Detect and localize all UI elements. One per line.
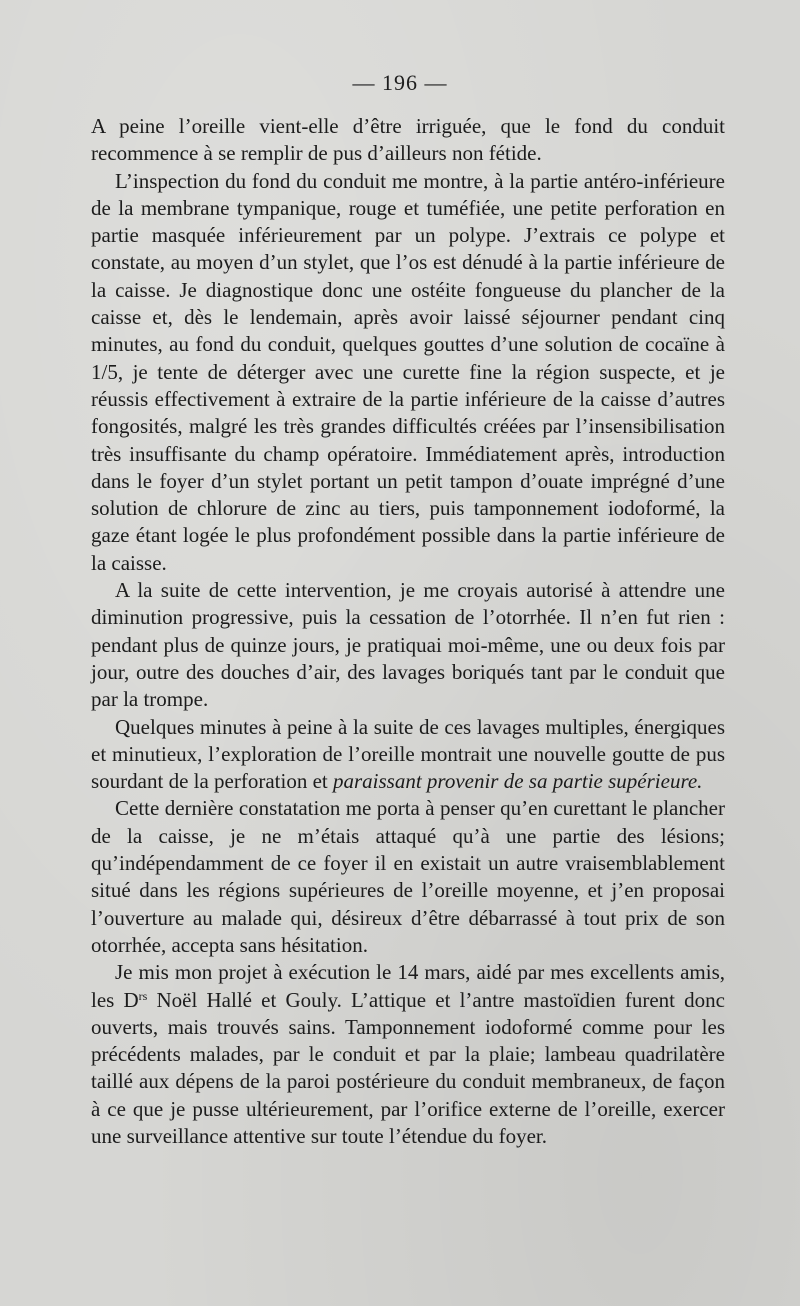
body-text <box>91 113 725 1150</box>
paragraph-1: A peine l’oreille vient-elle d’être irriguée, que le fond du conduit recommence à se remplir de pus d’ailleurs non fétide. <box>91 114 725 166</box>
paragraph-3: A la suite de cette intervention, je me croyais autorisé à attendre une diminution progressive, puis la cessation de l’otorrhée. Il n’en fut rien : pendant plus de quinze jours, je pratiquai moi-même, une ou deux fois par jour, outre des douches d’air, des lavages boriqués tant par le conduit que par la trompe. <box>91 578 725 712</box>
paragraph-2: L’inspection du fond du conduit me montre, à la partie antéro-inférieure de la membrane tympanique, rouge et tuméfiée, une petite perforation en partie masquée inférieurement par un polype. J’extrais ce polype et constate, au moyen d’un stylet, que l’os est dénudé à la partie inférieure de la caisse. Je diagnostique donc une ostéite fongueuse du plancher de la caisse et, dès le lendemain, après avoir laissé séjourner pendant cinq minutes, au fond du conduit, quelques gouttes d’une solution de cocaïne à 1/5, je tente de déterger avec une curette fine la région suspecte, et je réussis effectivement à extraire de la partie inférieure de la caisse d’autres fongosités, malgré les très grandes difficultés créées par l’insensibilisation très insuffisante du champ opératoire. Immédiatement après, introduction dans le foyer d’un stylet portant un petit tampon d’ouate imprégné d’une solution de chlorure de zinc au tiers, puis tamponnement iodoformé, la gaze étant logée le plus profondément possible dans la partie inférieure de la caisse. <box>91 168 725 575</box>
paragraph-6-superscript: rs <box>138 988 148 1003</box>
paragraph-5: Cette dernière constatation me porta à penser qu’en curettant le plancher de la caisse, je ne m’étais attaqué qu’à une partie des lésions; qu’indépendamment de ce foyer il en existait un autre vraisemblablement situé dans les régions supérieures de l’oreille moyenne, et j’en proposai l’ouverture au malade qui, désireux d’être débarrassé à tout prix de son otorrhée, accepta sans hésitation. <box>91 796 725 957</box>
paragraph-4-text: Quelques minutes à peine à la suite de ces lavages multiples, énergiques et minutieux, l’exploration de l’oreille montrait une nouvelle goutte de pus sourdant de la perforation et <box>91 714 725 794</box>
paragraph-4-emphasis: paraissant provenir de sa partie supérieure. <box>333 769 703 794</box>
page-number: — 196 — <box>352 70 448 95</box>
paragraph-6-text-before: Je mis mon projet à exécution le 14 mars, aidé par mes excellents amis, les D <box>91 960 725 1012</box>
paragraph-6-text-after: Noël Hallé et Gouly. L’attique et l’antre mastoïdien furent donc ouverts, mais trouvés sains. Tamponnement iodoformé comme pour les précédents malades, par le conduit et par la plaie; lambeau quadrilatère taillé aux dépens de la paroi postérieure du conduit membraneux, de façon à ce que je pusse ultérieurement, par l’orifice externe de l’oreille, exercer une surveillance attentive sur toute l’étendue du foyer. <box>91 987 725 1148</box>
paragraph-4 <box>91 714 725 796</box>
paragraph-6 <box>91 959 725 1150</box>
